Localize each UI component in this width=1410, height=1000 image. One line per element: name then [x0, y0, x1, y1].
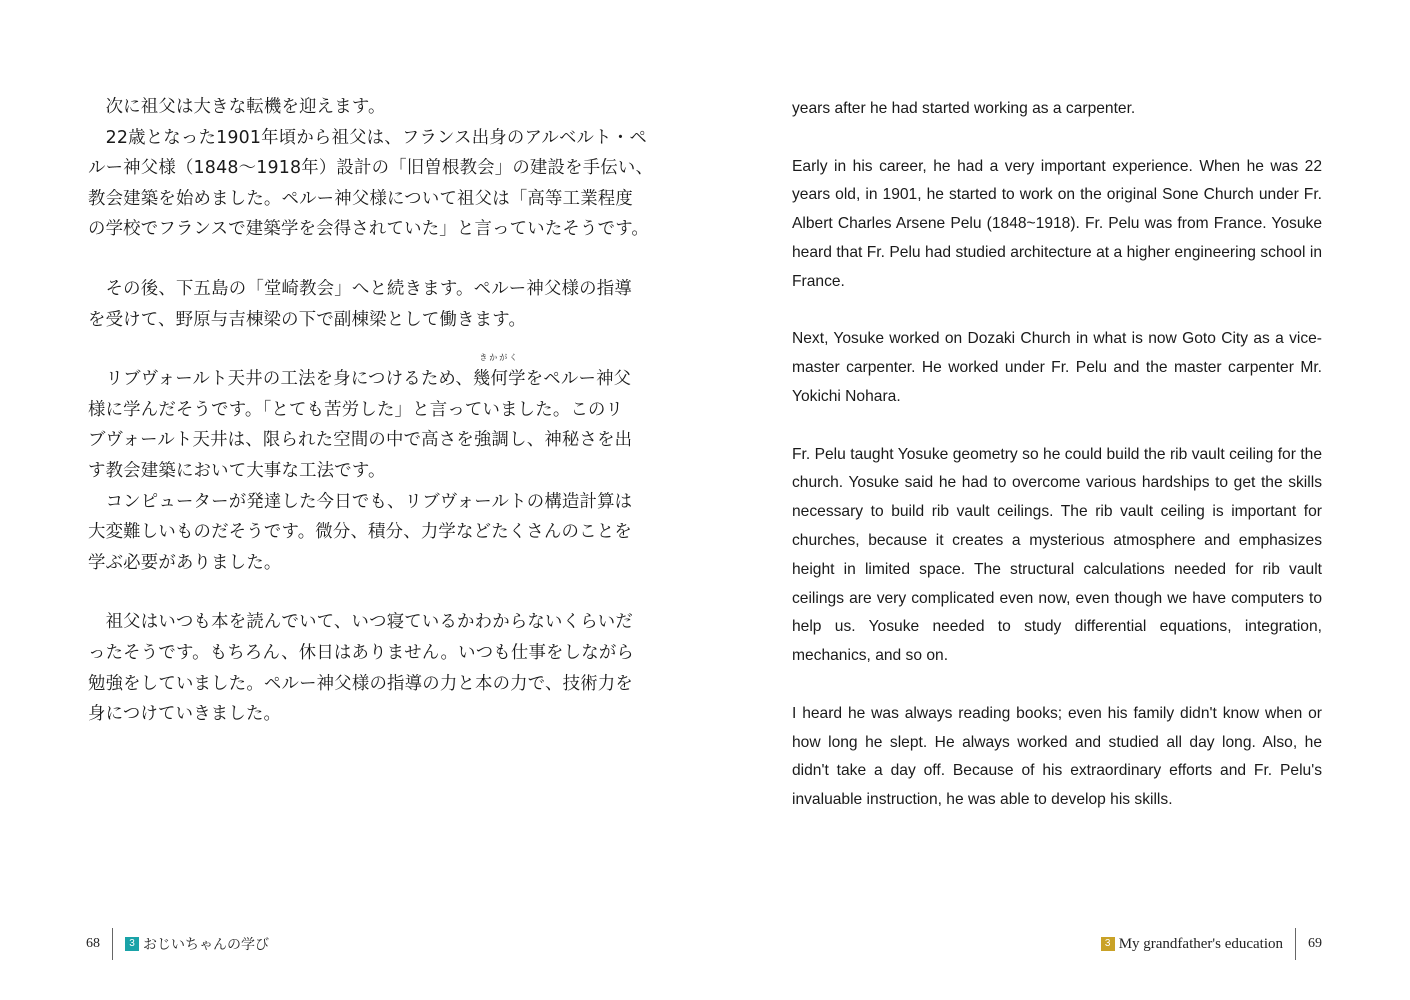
page-number-left: 68: [86, 936, 100, 951]
footer-divider: [1295, 928, 1296, 960]
ruby-annotation: [472, 353, 526, 395]
en-paragraph-1: years after he had started working as a carpenter.: [792, 100, 1136, 117]
footer-left: [86, 928, 269, 960]
en-paragraph-4: Fr. Pelu taught Yosuke geometry so he could build the rib vault ceiling for the church. Yosuke said he had to overcome various hardships to get the skills necessary to build rib vault ceilings. The rib vault ceiling is important for churches, because it creates a mysterious atmosphere and emphasizes height in limited space. The structural calculations needed for rib vault ceilings are very complicated even now, even though we have computers to help us. Yosuke needed to study differential equations, integration, mechanics, and so on.: [792, 445, 1322, 665]
text-line: 勉強をしていました。ペルー神父様の指導の力と本の力で、技術力を: [88, 673, 633, 694]
text-line: 教会建築を始めました。ペルー神父様について祖父は「高等工業程度: [88, 188, 633, 209]
ruby-base: 幾何学: [472, 369, 526, 390]
text-line: ルー神父様（1848～1918年）設計の「旧曽根教会」の建設を手伝い、: [88, 158, 654, 179]
text-line: 様に学んだそうです。「とても苦労した」と言っていました。このリ: [88, 399, 624, 420]
chapter-title-left: おじいちゃんの学び: [143, 937, 269, 953]
jp-paragraph-1: [88, 92, 654, 245]
text-line: す教会建築において大事な工法です。: [88, 460, 386, 481]
text-line: 祖父はいつも本を読んでいて、いつ寝ているかわからないくらいだ: [88, 612, 633, 633]
chapter-title-right: My grandfather's education: [1118, 935, 1283, 952]
chapter-number-badge: 3: [125, 937, 139, 951]
text-line: コンピューターが発達した今日でも、リブヴォールトの構造計算は: [88, 491, 633, 512]
text-line: [88, 353, 633, 395]
text-line: その後、下五島の「堂崎教会」へと続きます。ペルー神父様の指導: [88, 278, 632, 299]
text-line: 身につけていきました。: [88, 704, 282, 725]
text-line: 22歳となった1901年頃から祖父は、フランス出身のアルベルト・ペ: [88, 127, 647, 148]
text-line: ブヴォールト天井は、限られた空間の中で高さを強調し、神秘さを出: [88, 430, 633, 451]
page-number-right: 69: [1308, 936, 1322, 951]
jp-paragraph-4: [88, 607, 633, 729]
text-line: の学校でフランスで建築学を会得されていた」と言っていたそうです。: [88, 219, 649, 240]
text-line: 大変難しいものだそうです。微分、積分、力学などたくさんのことを: [88, 522, 632, 543]
text-line: 学ぶ必要がありました。: [88, 552, 282, 573]
en-paragraph-5: I heard he was always reading books; even his family didn't know when or how long he slept. He always worked and studied all day long. Also, he didn't take a day off. Because of his extraordinary efforts and Fr. Pelu's invaluable instruction, he was able to develop his skills.: [792, 704, 1322, 809]
jp-paragraph-3: [88, 353, 633, 578]
text-line: を受けて、野原与吉棟梁の下で副棟梁として働きます。: [88, 309, 527, 330]
footer-right: [1101, 928, 1322, 960]
left-page-body: [88, 92, 654, 759]
right-page-body: [792, 95, 1322, 844]
en-paragraph-2: Early in his career, he had a very important experience. When he was 22 years old, in 1901, he started to work on the original Sone Church under Fr. Albert Charles Arsene Pelu (1848~1918). Fr. Pelu was from France. Yosuke heard that Fr. Pelu had studied architecture at a higher engineering school in France.: [792, 157, 1322, 290]
ruby-reading: きかがく: [479, 353, 520, 363]
text-segment: をペルー神父: [525, 369, 632, 390]
text-line: 次に祖父は大きな転機を迎えます。: [88, 97, 386, 117]
en-paragraph-3: Next, Yosuke worked on Dozaki Church in what is now Goto City as a vice-master carpenter. He worked under Fr. Pelu and the master carpenter Mr. Yokichi Nohara.: [792, 330, 1322, 405]
text-line: ったそうです。もちろん、休日はありません。いつも仕事をしながら: [88, 642, 635, 663]
jp-paragraph-2: [88, 274, 633, 335]
text-segment: リブヴォールト天井の工法を身につけるため、: [88, 369, 473, 390]
chapter-number-badge: 3: [1101, 937, 1115, 951]
footer-divider: [112, 928, 113, 960]
